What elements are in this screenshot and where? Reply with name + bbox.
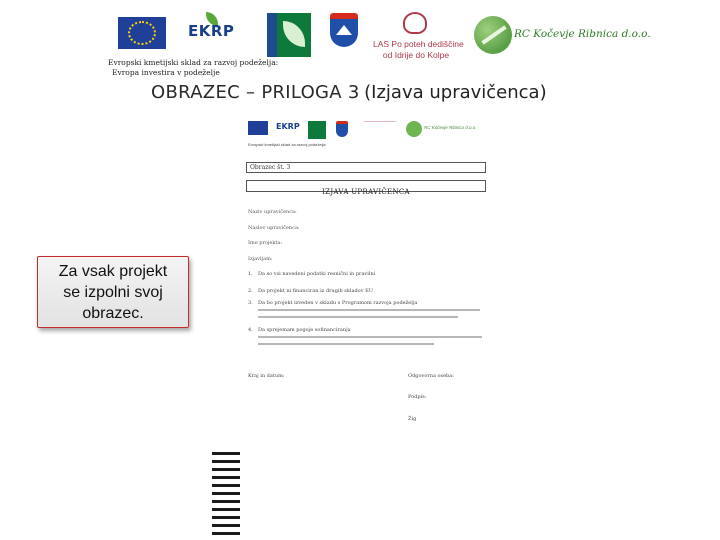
decorative-stripes xyxy=(212,452,240,540)
declaration-item: 2. Da projekt ni financiran iz drugih skladov EU xyxy=(248,288,373,294)
declare-label: Izjavljam: xyxy=(248,256,273,262)
las-emblem-icon xyxy=(403,12,427,34)
ekrp-logo xyxy=(186,12,242,52)
note-line-2: se izpolni svoj xyxy=(63,284,163,301)
declaration-item: 1. Da so vsi navedeni podatki resnični in pravilni xyxy=(248,271,376,277)
document-heading-box xyxy=(246,180,486,196)
slide-title xyxy=(151,82,547,103)
note-callout xyxy=(37,256,189,328)
eu-flag-icon xyxy=(248,121,268,135)
las-emblem-icon xyxy=(364,121,396,142)
ekrp-logo-text: EKRP xyxy=(276,122,300,131)
las-logo xyxy=(373,12,464,62)
funding-line-2: Evropa investira v podeželje xyxy=(112,68,220,77)
signature-label: Podpis: xyxy=(408,394,427,400)
eu-flag-icon xyxy=(118,17,166,49)
field-project-name: Ime projekta: xyxy=(248,240,283,246)
field-applicant-address: Naslov upravičenca: xyxy=(248,225,300,231)
las-logo-line1: LAS Po poteh dediščine xyxy=(373,39,464,49)
document-header-box xyxy=(246,162,486,173)
note-line-3: obrazec. xyxy=(82,305,144,322)
slide-title-sub: (Izjava upravičenca) xyxy=(364,82,547,103)
declaration-item: 4. Da sprejemam pogoje sofinanciranja xyxy=(248,327,351,333)
ekrp-logo-text: EKRP xyxy=(188,22,235,40)
document-logo-strip xyxy=(246,117,492,141)
stamp-label: Žig xyxy=(408,416,417,422)
note-line-1: Za vsak projekt xyxy=(58,263,168,280)
document-funding-text: Evropski kmetijski sklad za razvoj podeželja xyxy=(248,142,326,147)
funding-line-1: Evropski kmetijski sklad za razvoj podeželja: xyxy=(108,58,279,67)
rc-logo-text: RC Kočevje Ribnica d.o.o. xyxy=(514,28,651,40)
form-document xyxy=(246,117,492,437)
slovenia-coat-of-arms-icon xyxy=(336,121,348,137)
leader-icon xyxy=(308,121,326,139)
document-header-label: Obrazec št. 3 xyxy=(250,164,291,171)
field-applicant-name: Naziv upravičenca: xyxy=(248,209,297,215)
declaration-item: 3. Da bo projekt izveden v skladu s Programom razvoja podeželja xyxy=(248,300,418,306)
place-date-label: Kraj in datum: xyxy=(248,373,285,379)
document-heading: IZJAVA UPRAVIČENCA xyxy=(322,188,410,196)
rc-circle-icon xyxy=(406,121,422,137)
slide-title-main: OBRAZEC – PRILOGA 3 xyxy=(151,82,360,103)
responsible-person-label: Odgovorna oseba: xyxy=(408,373,454,379)
rc-logo-text: RC Kočevje Ribnica d.o.o. xyxy=(424,125,477,130)
slovenia-coat-of-arms-icon xyxy=(330,13,358,49)
rc-logo xyxy=(474,16,651,56)
leader-icon xyxy=(267,13,311,57)
las-logo-line2: od Idrije do Kolpe xyxy=(382,50,450,60)
